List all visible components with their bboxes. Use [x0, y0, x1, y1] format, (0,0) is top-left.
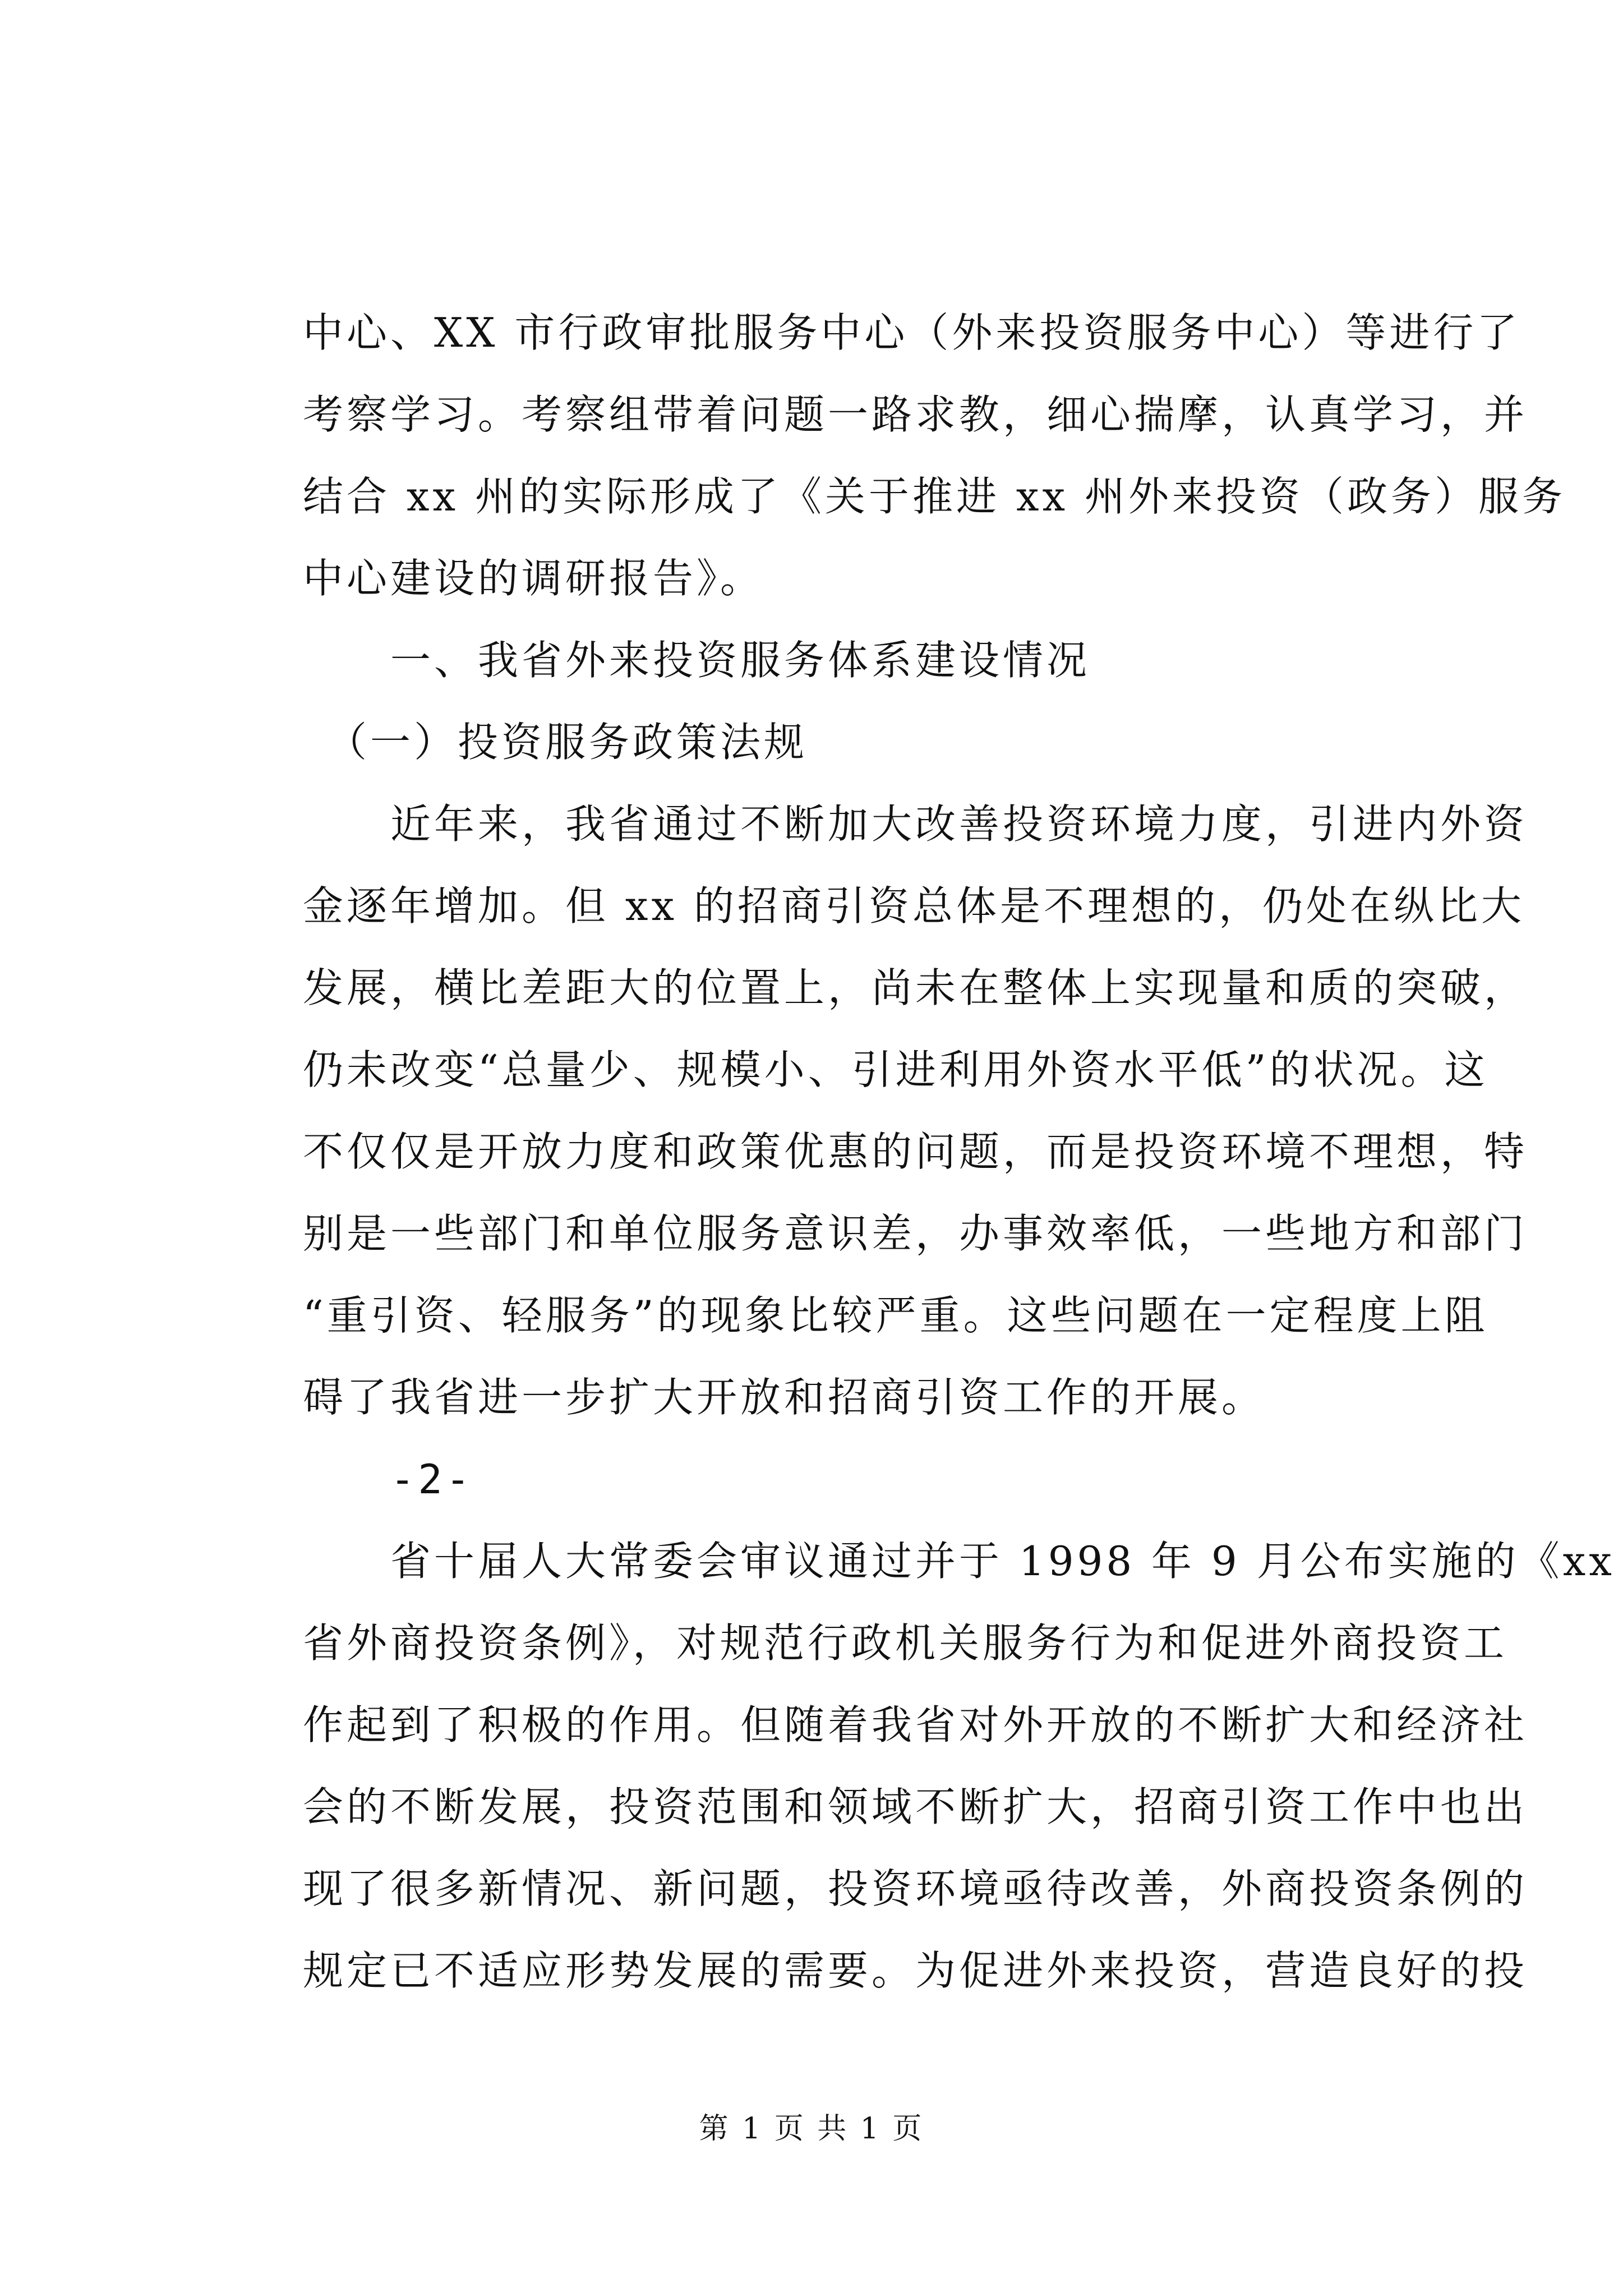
text-line: 不仅仅是开放力度和政策优惠的问题，而是投资环境不理想，特 — [303, 1128, 1528, 1175]
text-line: 会的不断发展，投资范围和领域不断扩大，招商引资工作中也出 — [303, 1783, 1528, 1830]
section-heading: 一、我省外来投资服务体系建设情况 — [303, 637, 1091, 684]
subsection-heading: （一）投资服务政策法规 — [303, 719, 808, 766]
inline-page-marker: -2- — [303, 1456, 474, 1503]
text-line: 规定已不适应形势发展的需要。为促进外来投资，营造良好的投 — [303, 1947, 1528, 1994]
text-line: 现了很多新情况、新问题，投资环境亟待改善，外商投资条例的 — [303, 1865, 1528, 1912]
text-line: 中心建设的调研报告》。 — [303, 555, 764, 602]
page-footer: 第 1 页 共 1 页 — [699, 2112, 924, 2146]
text-line: 仍未改变“总量少、规模小、引进利用外资水平低”的状况。这 — [303, 1046, 1488, 1093]
text-line: 考察学习。考察组带着问题一路求教，细心揣摩，认真学习，并 — [303, 391, 1528, 438]
text-line: 碍了我省进一步扩大开放和招商引资工作的开展。 — [303, 1374, 1266, 1421]
text-line: 结合 xx 州的实际形成了《关于推进 xx 州外来投资（政务）服务 — [303, 473, 1566, 520]
text-line: 别是一些部门和单位服务意识差，办事效率低，一些地方和部门 — [303, 1210, 1528, 1257]
text-line: 省十届人大常委会审议通过并于 1998 年 9 月公布实施的《xx — [303, 1538, 1615, 1585]
text-line: “重引资、轻服务”的现象比较严重。这些问题在一定程度上阻 — [303, 1292, 1488, 1339]
text-line: 近年来，我省通过不断加大改善投资环境力度，引进内外资 — [303, 800, 1528, 848]
text-line: 中心、XX 市行政审批服务中心（外来投资服务中心）等进行了 — [303, 309, 1521, 356]
text-line: 金逐年增加。但 xx 的招商引资总体是不理想的，仍处在纵比大 — [303, 882, 1525, 930]
text-line: 作起到了积极的作用。但随着我省对外开放的不断扩大和经济社 — [303, 1701, 1528, 1749]
text-line: 省外商投资条例》，对规范行政机关服务行为和促进外商投资工 — [303, 1619, 1508, 1667]
document-body — [303, 292, 1615, 2012]
text-line: 发展，横比差距大的位置上，尚未在整体上实现量和质的突破， — [303, 964, 1528, 1011]
